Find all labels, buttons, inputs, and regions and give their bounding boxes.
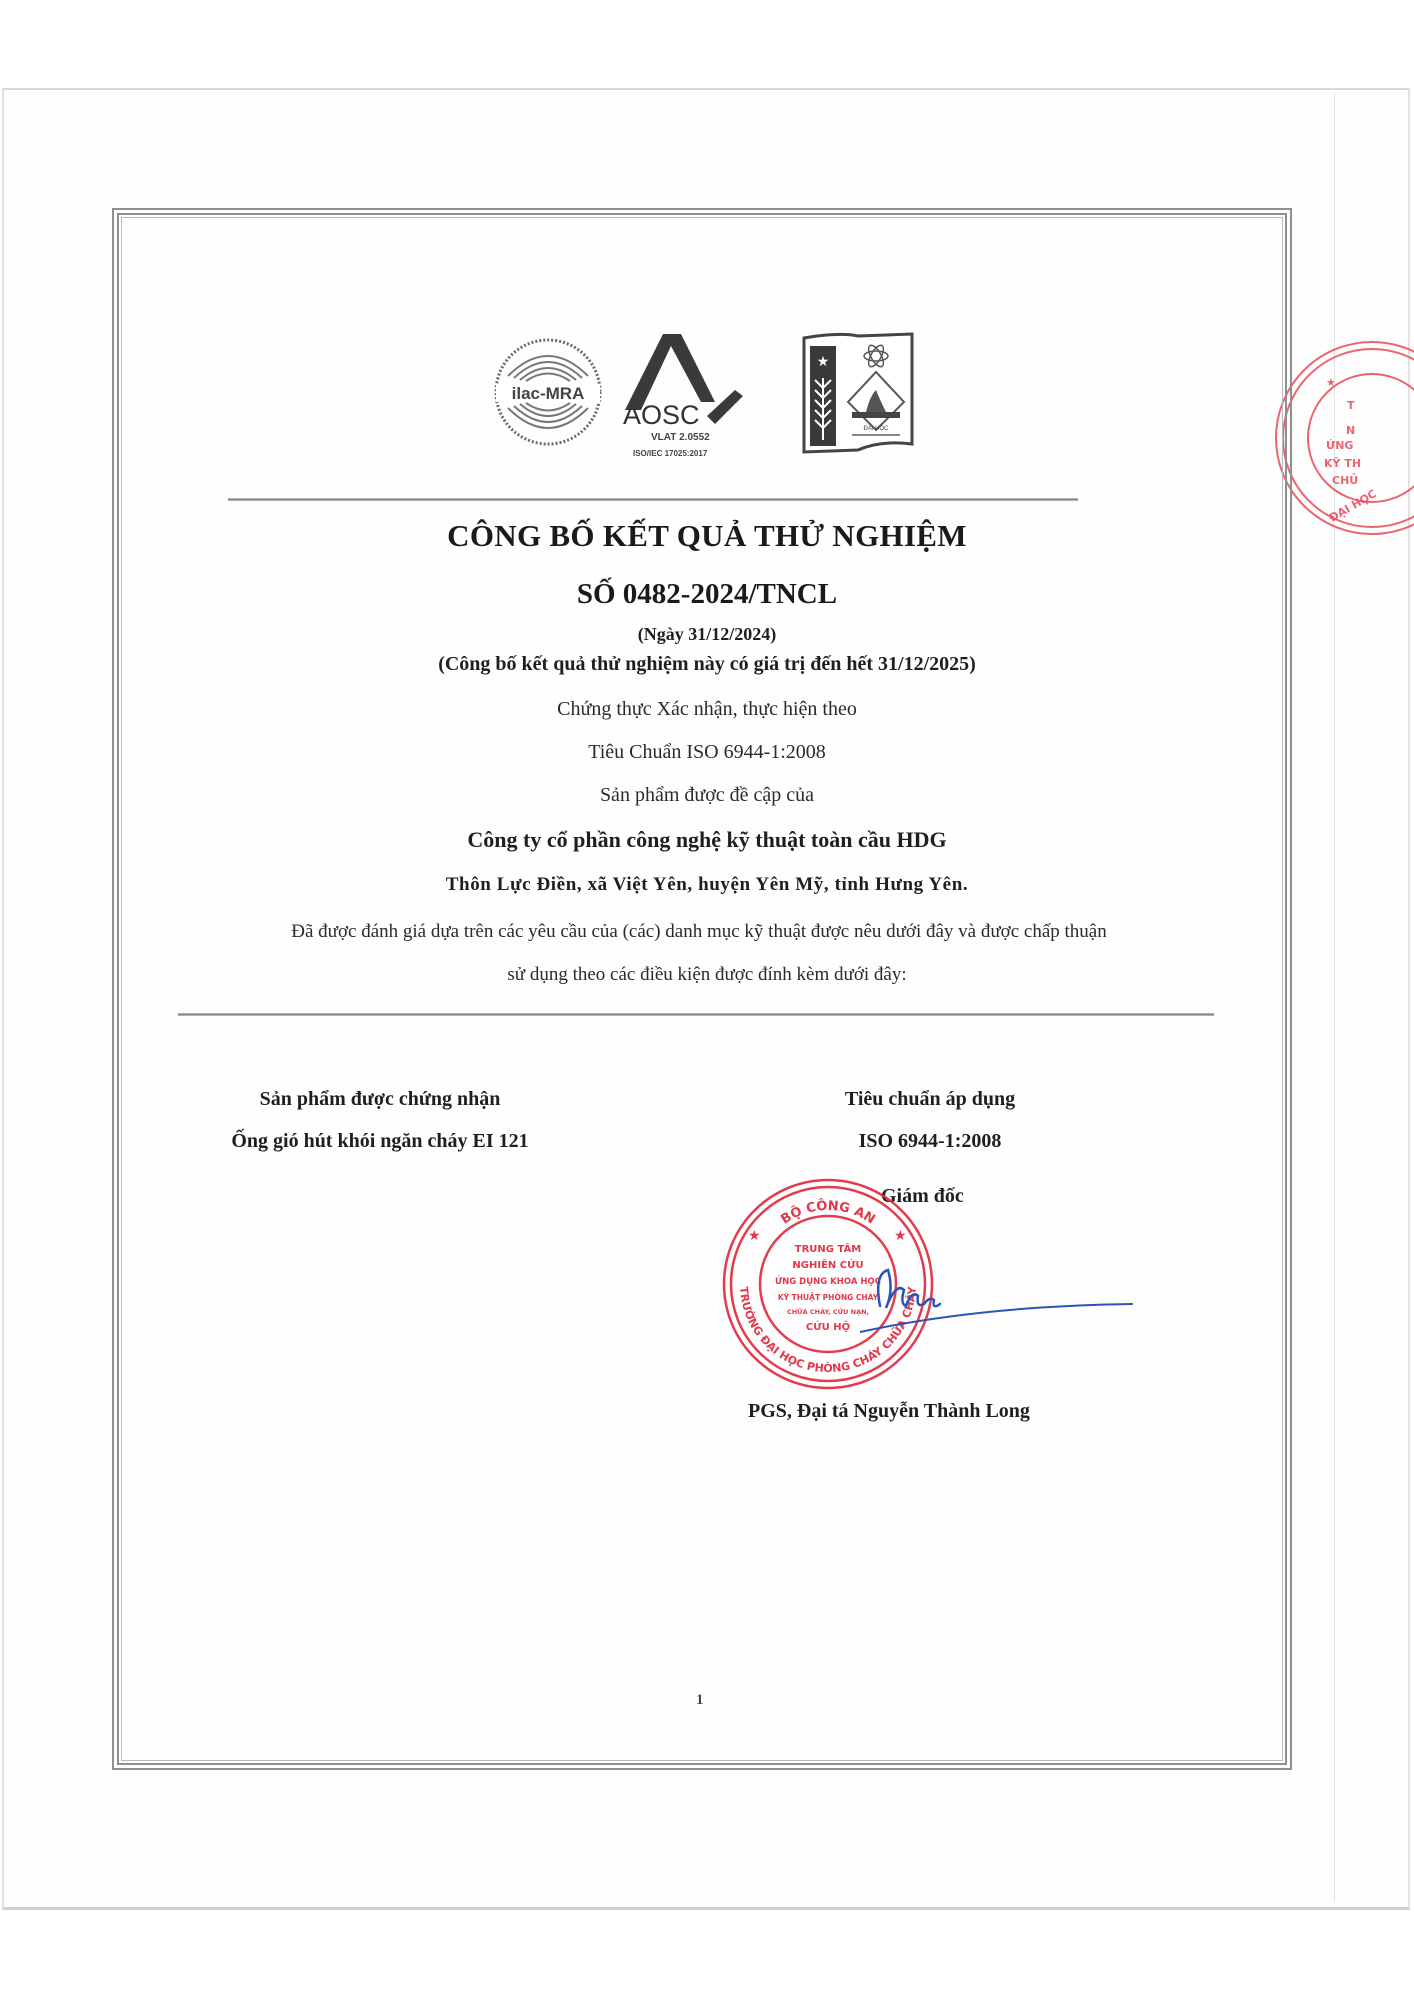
body-divider [178,1013,1214,1016]
svg-text:ỨNG: ỨNG [1326,439,1354,452]
director-title: Giám đốc [881,1185,964,1207]
document-title: CÔNG BỐ KẾT QUẢ THỬ NGHIỆM [447,518,967,553]
svg-text:NGHIÊN CỨU: NGHIÊN CỨU [792,1260,864,1271]
svg-text:ĐẠI HỌC: ĐẠI HỌC [863,426,889,432]
assessment-text-line2: sử dụng theo các điều kiện được đính kèm dưới đây: [507,964,907,985]
aosc-logo [615,328,745,460]
company-name: Công ty cổ phần công nghệ kỹ thuật toàn cầu HDG [467,827,947,852]
svg-text:★: ★ [894,1228,907,1244]
ilac-mra-logo [492,336,604,448]
svg-text:VLAT 2.0552: VLAT 2.0552 [651,432,710,443]
svg-text:BỘ CÔNG AN: BỘ CÔNG AN [778,1198,878,1228]
svg-text:TRƯỜNG ĐẠI HỌC PHÒNG CHÁY CHỮA: TRƯỜNG ĐẠI HỌC PHÒNG CHÁY CHỮA CHÁY [736,1286,920,1376]
svg-text:★: ★ [748,1228,761,1244]
svg-text:CHỮA CHÁY, CỨU NẠN,: CHỮA CHÁY, CỨU NẠN, [786,1308,870,1316]
svg-text:ISO/IEC 17025:2017: ISO/IEC 17025:2017 [633,449,708,458]
svg-text:★: ★ [1326,376,1336,389]
page-number: 1 [696,1692,704,1708]
signer-name: PGS, Đại tá Nguyễn Thành Long [748,1400,1030,1422]
svg-text:AOSC: AOSC [623,400,700,430]
document-number: SỐ 0482-2024/TNCL [576,578,838,610]
product-of-line: Sản phẩm được đề cập của [599,784,815,806]
svg-text:TRUNG TÂM: TRUNG TÂM [794,1244,862,1255]
issue-date: (Ngày 31/12/2024) [637,624,777,644]
product-value: Ống gió hút khói ngăn cháy EI 121 [231,1130,529,1152]
accreditation-logos [490,328,930,458]
svg-text:★: ★ [816,354,830,370]
assessment-text-line1: Đã được đánh giá dựa trên các yêu cầu của (các) danh mục kỹ thuật được nêu dưới đây và được chấp thuận [291,921,1107,942]
svg-text:CỨU HỘ: CỨU HỘ [805,1322,851,1333]
svg-text:KỸ THUẬT PHÒNG CHÁY: KỸ THUẬT PHÒNG CHÁY [777,1293,879,1302]
svg-text:T: T [1347,399,1355,412]
company-address: Thôn Lực Điền, xã Việt Yên, huyện Yên Mỹ, tỉnh Hưng Yên. [445,874,969,895]
standard-value: ISO 6944-1:2008 [858,1130,1002,1152]
svg-text:ilac-MRA: ilac-MRA [511,384,585,403]
svg-text:ỨNG DỤNG KHOA HỌC: ỨNG DỤNG KHOA HỌC [775,1277,881,1287]
standard-header: Tiêu chuẩn áp dụng [844,1088,1016,1110]
svg-text:CHỦ: CHỦ [1332,474,1359,487]
svg-text:N: N [1346,424,1356,437]
product-header: Sản phẩm được chứng nhận [259,1088,501,1110]
university-crest-logo [800,332,916,456]
standard-line: Tiêu Chuẩn ISO 6944-1:2008 [588,741,826,763]
header-divider [228,498,1078,501]
certified-line: Chứng thực Xác nhận, thực hiện theo [557,698,857,720]
svg-text:KỸ TH: KỸ TH [1324,457,1362,470]
svg-text:ĐẠI HỌC: ĐẠI HỌC [1327,487,1379,525]
validity-note: (Công bố kết quả thử nghiệm này có giá trị đến hết 31/12/2025) [438,653,976,675]
signature [860,1260,1140,1340]
